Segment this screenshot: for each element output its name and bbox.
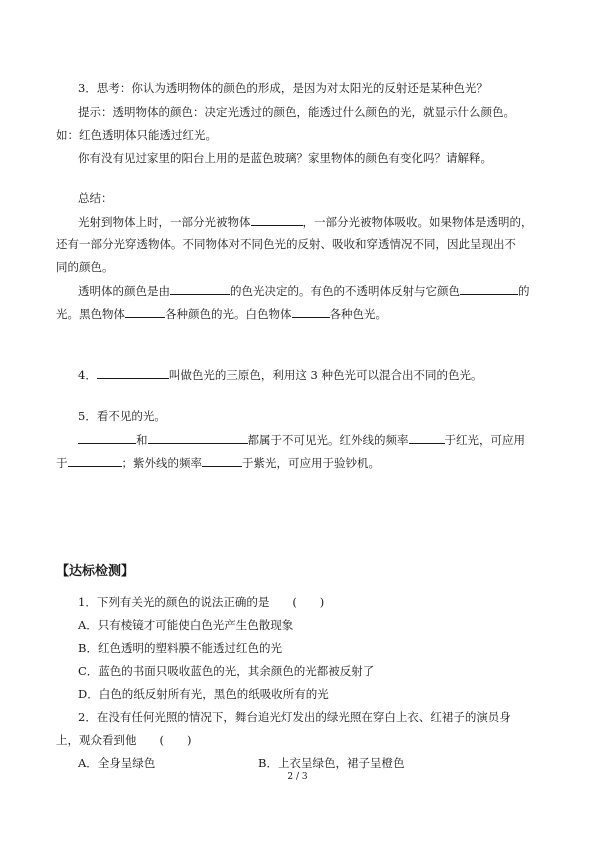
q3-line3: 如：红色透明体只能透过红光。 [56, 128, 217, 142]
page-number: 2 / 3 [287, 772, 308, 782]
summary-p2-text-c: 的 [518, 284, 530, 298]
blank-ir-frequency [409, 431, 445, 444]
q1-option-d: D．白色的纸反射所有光，黑色的纸吸收所有的光 [78, 687, 329, 701]
blank-three-primary [97, 366, 169, 379]
summary-label: 总结： [78, 191, 113, 205]
q5-text-and: 和 [136, 433, 148, 447]
q1-option-c: C．蓝色的书面只吸收蓝色的光，其余颜色的光都被反射了 [78, 664, 375, 678]
q1-option-b: B．红色透明的塑料膜不能透过红色的光 [78, 641, 282, 655]
q5-text-l2a: 于 [56, 456, 68, 470]
blank-invisible-1 [78, 431, 136, 444]
summary-p1-text-a: 光射到物体上时，一部分光被物体 [78, 215, 251, 229]
blank-invisible-2 [148, 431, 248, 444]
q1-stem: 1．下列有关光的颜色的说法正确的是 ( ) [78, 595, 325, 609]
q5-line2 [56, 454, 380, 471]
q3-line4: 你有没有见过家里的阳台上用的是蓝色玻璃？家里物体的颜色有变化吗？请解释。 [78, 151, 492, 165]
blank-opaque-color [460, 282, 518, 295]
blank-uv-frequency [202, 454, 242, 467]
q4-text: 叫做色光的三原色，利用这 3 种色光可以混合出不同的色光。 [168, 368, 483, 382]
q5-text-l2c: 于紫光，可应用于验钞机。 [242, 456, 380, 470]
summary-p1-line2: 还有一部分光穿透物体。不同物体对不同色光的反射、吸收和穿透情况不同，因此呈现出不 [56, 237, 516, 251]
q5-text-c: 都属于不可见光。红外线的频率 [247, 433, 409, 447]
q3-line1: 3．思考：你认为透明物体的颜色的形成，是因为对太阳光的反射还是某种色光？ [78, 81, 488, 95]
q5-line1 [78, 431, 525, 448]
summary-p2-line [78, 282, 530, 299]
summary-p2-text-a: 透明体的颜色是由 [78, 284, 170, 298]
summary-p2-text-b: 的色光决定的。有色的不透明体反射与它颜色 [230, 284, 460, 298]
blank-black-object [125, 305, 165, 318]
q1-option-a: A．只有棱镜才可能使白色光产生色散现象 [78, 618, 294, 632]
test-heading: 【达标检测】 [56, 564, 135, 579]
q5-text-d: 于红光，可应用 [444, 433, 525, 447]
q4-prefix: 4． [78, 368, 97, 382]
summary-p3-text-c: 各种色光。 [329, 307, 387, 321]
q2-stem-line2: 上，观众看到他 ( ) [56, 733, 192, 747]
q2-stem-line1: 2．在没有任何光照的情况下，舞台追光灯发出的绿光照在穿白上衣、红裙子的演员身 [78, 710, 511, 724]
blank-reflect [251, 213, 303, 226]
blank-white-object [292, 305, 330, 318]
summary-p1-text-b: ，一部分光被物体吸收。如果物体是透明的， [302, 215, 533, 229]
blank-ir-application [68, 454, 122, 467]
summary-p1-line3: 同的颜色。 [56, 260, 114, 274]
q3-line2: 提示：透明物体的颜色：决定光透过的颜色，能透过什么颜色的光，就显示什么颜色。 [78, 105, 515, 119]
q4-line [78, 366, 482, 383]
summary-p1-line1 [78, 213, 533, 230]
q5-title: 5．看不见的光。 [78, 409, 166, 423]
q2-option-a: A．全身呈绿色 [78, 756, 156, 770]
summary-p3-line [56, 305, 387, 322]
blank-transparent-color [170, 282, 230, 295]
summary-p3-text-a: 光。黑色物体 [56, 307, 125, 321]
q2-option-b: B．上衣呈绿色，裙子呈橙色 [258, 756, 405, 770]
q5-text-l2b: ；紫外线的频率 [121, 456, 202, 470]
summary-p3-text-b: 各种颜色的光。白色物体 [165, 307, 292, 321]
